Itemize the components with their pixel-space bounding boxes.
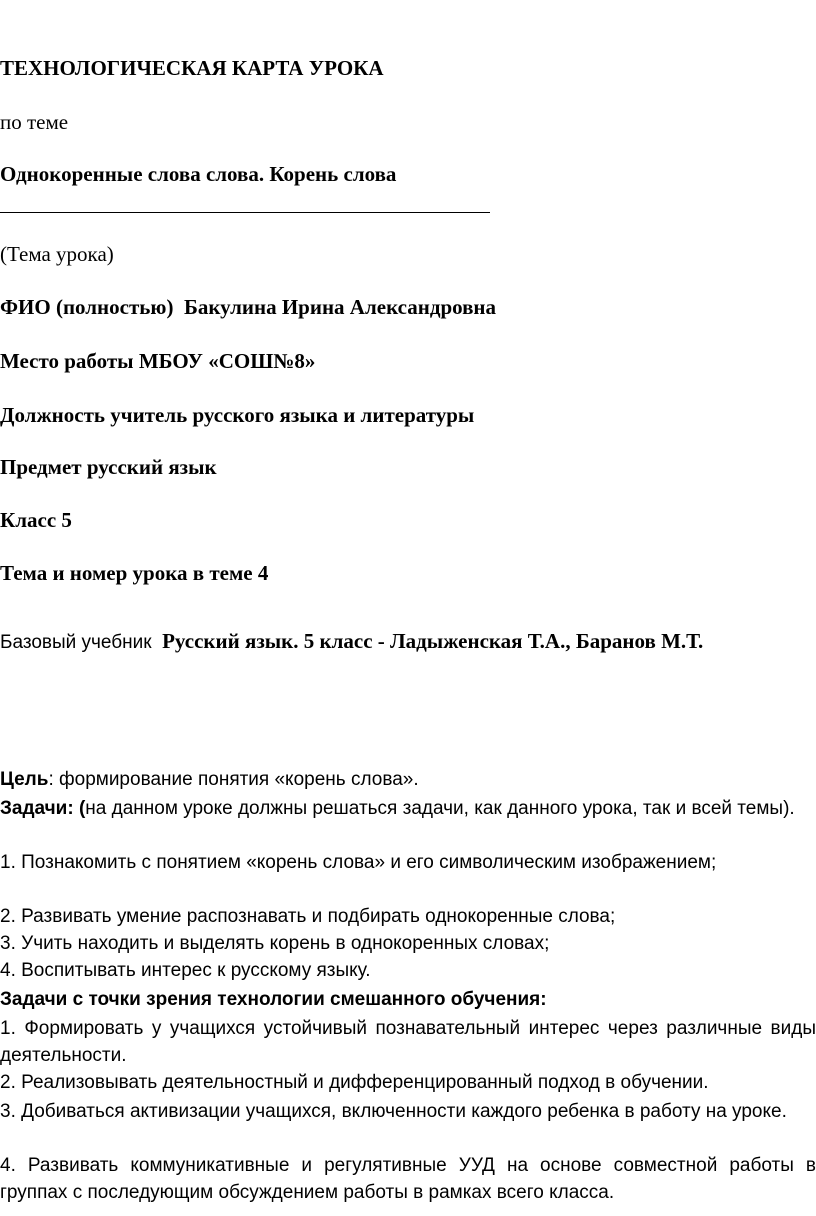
workplace-value: МБОУ «СОШ№8» [138,349,316,373]
workplace-label: Место работы [0,349,134,373]
class-value: 5 [61,508,72,532]
topic-underline [0,212,490,213]
tasks-note: на данном уроке должны решаться задачи, как данного урока, так и всей темы). [85,798,795,819]
goal-line [0,766,816,793]
task-item: 4. Воспитывать интерес к русскому языку. [0,960,371,981]
fio-value: Бакулина Ирина Александровна [183,295,497,319]
fio-label: ФИО (полностью) [0,295,174,319]
task-item: 1. Познакомить с понятием «корень слова» и его символическим изображением; [0,852,717,873]
fio-line [0,295,496,320]
blended-heading: Задачи с точки зрения технологии смешанного обучения: [0,989,547,1010]
class-label: Класс [0,508,57,532]
subject-value: русский язык [86,455,217,479]
goal-label: Цель [0,769,49,790]
lesson-topic: Однокоренные слова слова. Корень слова [0,162,397,186]
blended-item: 1. Формировать у учащихся устойчивый познавательный интерес через различные виды деятельности. [0,1018,816,1066]
goal-text: : формирование понятия «корень слова». [48,769,419,790]
tasks-label: Задачи: ( [0,798,86,819]
lesson-number-value: 4 [257,561,269,585]
subject-label: Предмет [0,455,82,479]
topic-caption: (Тема урока) [0,242,114,266]
position-line [0,403,474,428]
task-item: 2. Развивать умение распознавать и подбирать однокоренные слова; [0,906,616,927]
position-label: Должность [0,403,106,427]
workplace-line [0,349,315,374]
document-title: ТЕХНОЛОГИЧЕСКАЯ КАРТА УРОКА [0,56,384,80]
blended-item: 2. Реализовывать деятельностный и дифференцированный подход в обучении. [0,1072,709,1093]
textbook-label: Базовый учебник [0,632,152,653]
position-value: учитель русского языка и литературы [110,403,475,427]
blended-item: 3. Добиваться активизации учащихся, включенности каждого ребенка в работу на уроке. [0,1101,787,1122]
lesson-number-line [0,561,268,586]
task-item: 3. Учить находить и выделять корень в однокоренных словах; [0,933,550,954]
tasks-intro [0,795,816,822]
subject-line [0,455,217,480]
topic-prefix: по теме [0,110,69,134]
class-line [0,508,72,533]
blended-item: 4. Развивать коммуникативные и регулятивные УУД на основе совместной работы в группах с последующим обсуждением работы в рамках всего класса. [0,1155,816,1203]
lesson-number-label: Тема и номер урока в теме [0,561,253,585]
textbook-value: Русский язык. 5 класс - Ладыженская Т.А., Баранов М.Т. [162,629,704,653]
textbook-line [0,627,800,657]
